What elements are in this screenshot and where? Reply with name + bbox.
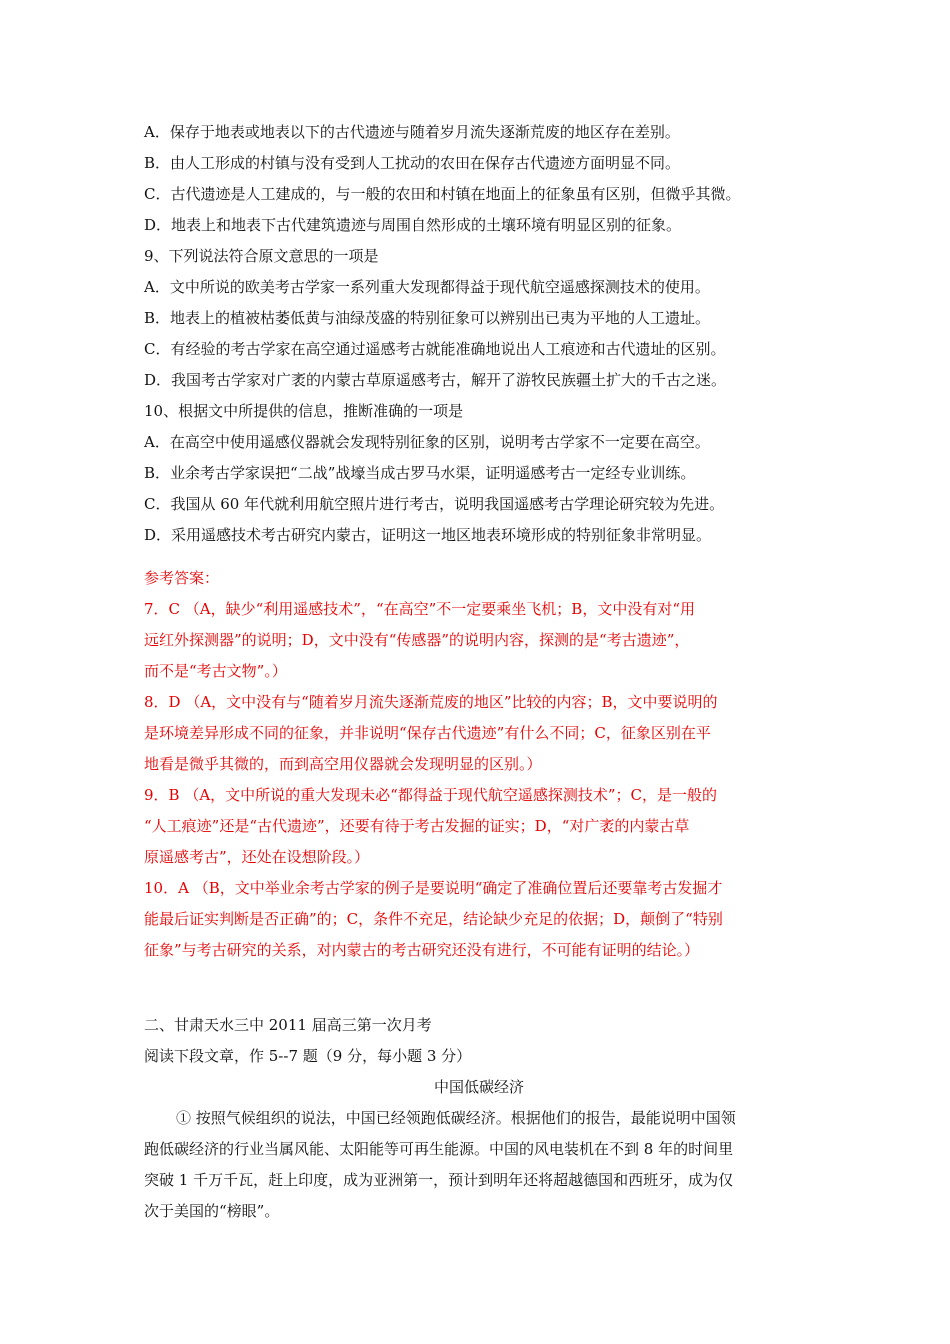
section2-heading: 二、甘肃天水三中 2011 届高三第一次月考 xyxy=(144,1016,432,1034)
answer-line: 9．B （A，文中所说的重大发现未必“都得益于现代航空遥感探测技术”；C，是一般的 xyxy=(144,786,717,804)
article-line: ① 按照气候组织的说法，中国已经领跑低碳经济。根据他们的报告，最能说明中国领 xyxy=(176,1109,736,1127)
q10-option-d: D．采用遥感技术考古研究内蒙古，证明这一地区地表环境形成的特别征象非常明显。 xyxy=(144,526,712,544)
q10-options xyxy=(144,427,814,551)
article-paragraph xyxy=(144,1103,814,1227)
answer-line: 远红外探测器”的说明；D，文中没有“传感器”的说明内容，探测的是“考古遗迹”， xyxy=(144,631,690,649)
q9-option-a: A．文中所说的欧美考古学家一系列重大发现都得益于现代航空遥感探测技术的使用。 xyxy=(144,278,710,296)
q9-options xyxy=(144,272,814,396)
answer-7 xyxy=(144,594,814,687)
answer-line: 而不是“考古文物”。） xyxy=(144,662,287,680)
q10-option-b: B．业余考古学家误把“二战”战壕当成古罗马水渠，证明遥感考古一定经专业训练。 xyxy=(144,464,696,482)
answer-9 xyxy=(144,780,814,873)
q8-option-a: A．保存于地表或地表以下的古代遗迹与随着岁月流失逐渐荒废的地区存在差别。 xyxy=(144,123,680,141)
q8-options xyxy=(144,117,814,241)
q8-option-c: C．古代遗迹是人工建成的，与一般的农田和村镇在地面上的征象虽有区别，但微乎其微。 xyxy=(144,185,741,203)
answer-line: 能最后证实判断是否正确”的；C，条件不充足，结论缺少充足的依据；D，颠倒了“特别 xyxy=(144,910,723,928)
answers-title: 参考答案： xyxy=(144,569,220,587)
q9-option-b: B．地表上的植被枯萎低黄与油绿茂盛的特别征象可以辨别出已夷为平地的人工遗址。 xyxy=(144,309,711,327)
article-line: 跑低碳经济的行业当属风能、太阳能等可再生能源。中国的风电装机在不到 8 年的时间里 xyxy=(144,1140,734,1158)
q8-option-d: D．地表上和地表下古代建筑遗迹与周围自然形成的土壤环境有明显区别的征象。 xyxy=(144,216,682,234)
article-line: 次于美国的“榜眼”。 xyxy=(144,1202,280,1220)
answer-line: 7．C （A，缺少“利用遥感技术”，“在高空”不一定要乘坐飞机；B，文中没有对“用 xyxy=(144,600,695,618)
answer-8 xyxy=(144,687,814,780)
q10-option-a: A．在高空中使用遥感仪器就会发现特别征象的区别，说明考古学家不一定要在高空。 xyxy=(144,433,710,451)
q10-option-c: C．我国从 60 年代就利用航空照片进行考古，说明我国遥感考古学理论研究较为先进。 xyxy=(144,495,725,513)
answer-line: 是环境差异形成不同的征象，并非说明“保存古代遗迹”有什么不同；C，征象区别在平 xyxy=(144,724,711,742)
q8-option-b: B．由人工形成的村镇与没有受到人工扰动的农田在保存古代遗迹方面明显不同。 xyxy=(144,154,681,172)
article-title: 中国低碳经济 xyxy=(433,1078,524,1096)
article-line: 突破 1 千万千瓦，赶上印度，成为亚洲第一，预计到明年还将超越德国和西班牙，成为仅 xyxy=(144,1171,734,1189)
q9-stem: 9、下列说法符合原文意思的一项是 xyxy=(144,247,379,265)
q10-stem: 10、根据文中所提供的信息，推断准确的一项是 xyxy=(144,402,464,420)
document-page xyxy=(144,117,814,1227)
answer-line: 原遥感考古”，还处在设想阶段。） xyxy=(144,848,370,866)
answer-key xyxy=(144,563,814,966)
section2-instruction: 阅读下段文章，作 5--7 题（9 分，每小题 3 分） xyxy=(144,1047,472,1065)
answer-line: 地看是微乎其微的，而到高空用仪器就会发现明显的区别。） xyxy=(144,755,542,773)
answer-line: 10．A （B，文中举业余考古学家的例子是要说明“确定了准确位置后还要靠考古发掘才 xyxy=(144,879,723,897)
answer-10 xyxy=(144,873,814,966)
q9-option-d: D．我国考古学家对广袤的内蒙古草原遥感考古，解开了游牧民族疆土扩大的千古之迷。 xyxy=(144,371,727,389)
answer-line: 征象”与考古研究的关系，对内蒙古的考古研究还没有进行，不可能有证明的结论。） xyxy=(144,941,700,959)
answer-line: “人工痕迹”还是“古代遗迹”，还要有待于考古发掘的证实；D，“对广袤的内蒙古草 xyxy=(144,817,690,835)
answer-line: 8．D （A，文中没有与“随着岁月流失逐渐荒废的地区”比较的内容；B，文中要说明的 xyxy=(144,693,718,711)
q9-option-c: C．有经验的考古学家在高空通过遥感考古就能准确地说出人工痕迹和古代遗址的区别。 xyxy=(144,340,726,358)
